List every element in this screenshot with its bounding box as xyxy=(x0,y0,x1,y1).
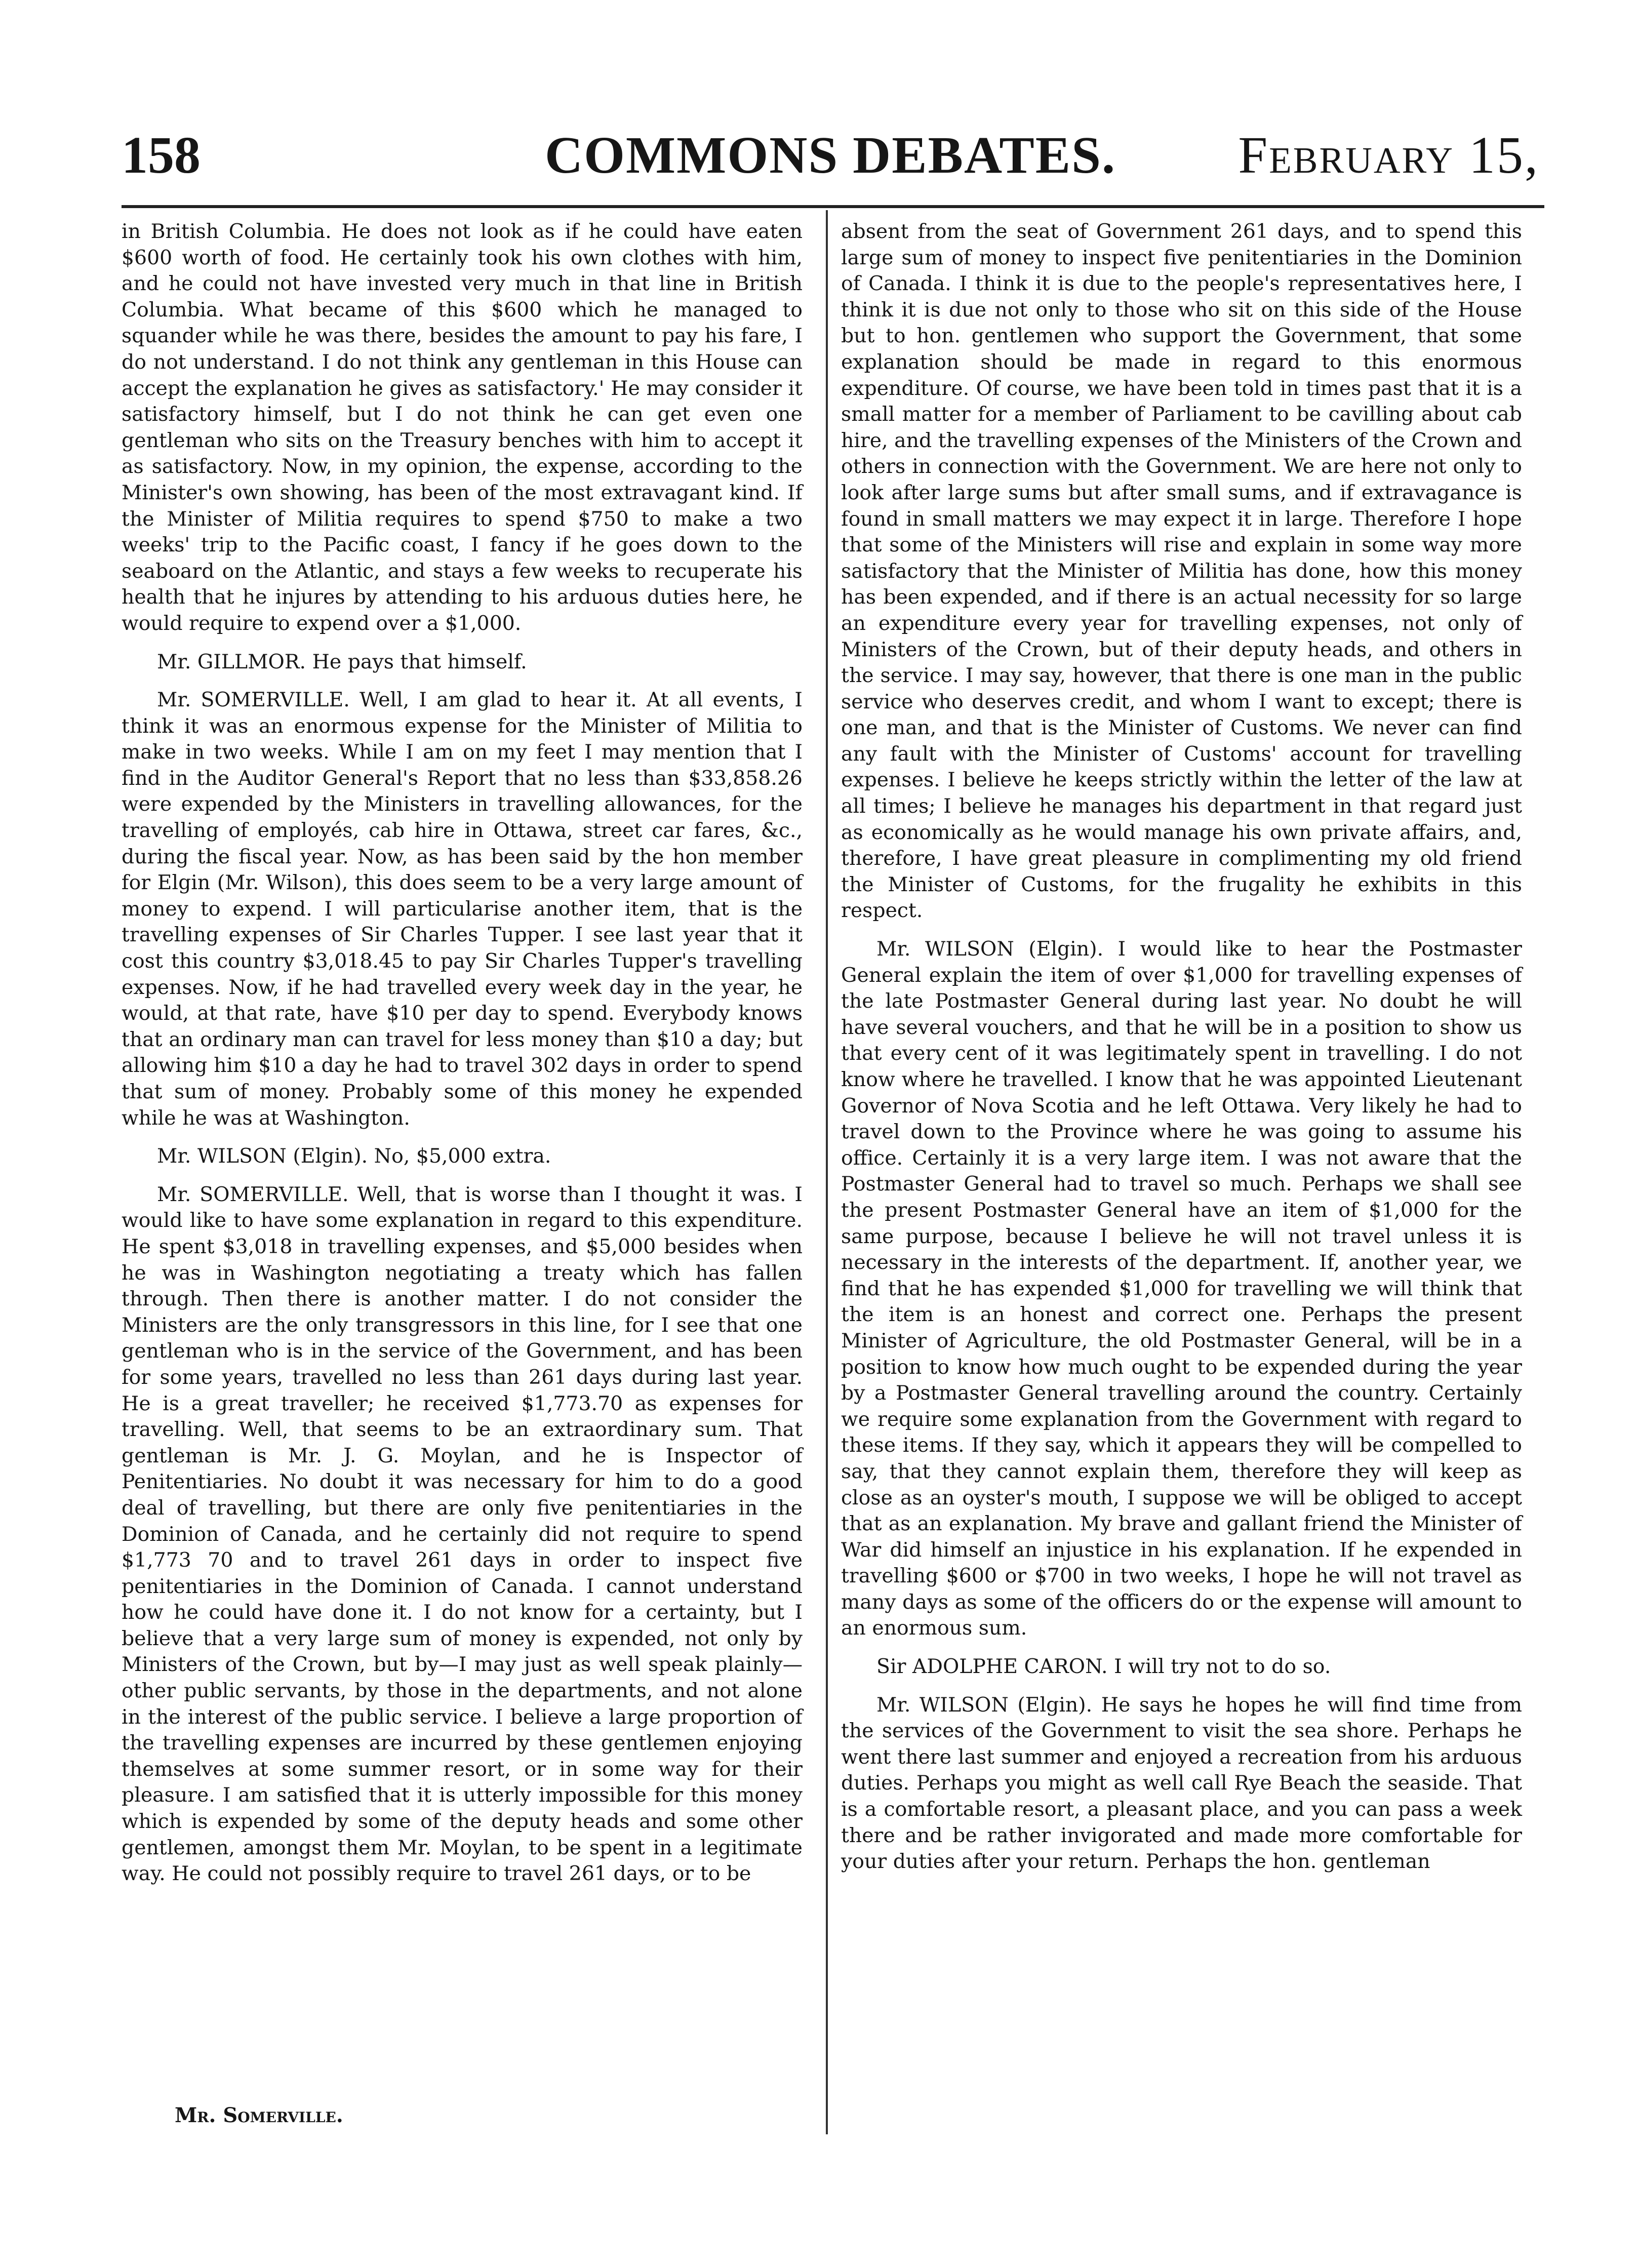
header-rule xyxy=(122,205,1544,208)
page-header xyxy=(122,123,1539,188)
speech-paragraph xyxy=(122,687,803,1131)
speech-paragraph xyxy=(122,649,803,675)
speech-paragraph xyxy=(841,936,1522,1642)
speech-text: He says he hopes he will find time from the services of the Government to visit the sea shore. Perhaps he went there last summer and enjoyed a recreation from his arduous duties. Perhaps you might as well call Rye Beach the seaside. That is a comfortable resort, a pleasant place, and you can pass a week there and be rather invigorated and made more comfortable for your duties after your return. Perhaps the hon. gentleman xyxy=(841,1693,1523,1874)
column-divider xyxy=(826,210,828,2134)
page-number: 158 xyxy=(122,126,201,184)
speech-paragraph xyxy=(122,1182,803,1887)
speaker-name: Mr. SOMERVILLE. xyxy=(157,688,350,712)
speech-text: I would like to hear the Postmaster General explain the item of over $1,000 for travelling expenses of the late Postmaster General during last year. No doubt he will have several vouchers, and that he will be in a position to show us that every cent of it was legitimately spent in travelling. I do not know where he travelled. I know that he was appointed Lieutenant Governor of Nova Scotia and he left Ottawa. Very likely he had to travel down to the Province where he was going to assume his office. Certainly it is a very large item. I was not aware that the Postmaster General had to travel so much. Perhaps we shall see the present Postmaster General have an item of $1,000 for the same purpose, because I believe he will not travel unless it is necessary in the interests of the department. If, another year, we find that he has expended $1,000 for travelling we will think that the item is an honest and correct one. Perhaps the present Minister of Agriculture, the old Postmaster General, will be in a position to know how much ought to be expended during the year by a Postmaster General travelling around the country. Certainly we require some explanation from the Government with regard to these items. If they say, which it appears they will be compelled to say, that they cannot explain them, therefore they will keep as close as an oyster's mouth, I suppose we will be obliged to accept that as an explanation. My brave and gallant friend the Minister of War did himself an injustice in his explanation. If he expended in travelling $600 or $700 in two weeks, I hope he will not travel as many days as some of the officers do or the expense will amount to an enormous sum. xyxy=(841,937,1522,1640)
speaker-name: Mr. WILSON (Elgin). xyxy=(157,1144,368,1168)
speech-text: He pays that himself. xyxy=(312,650,527,673)
paragraph: absent from the seat of Government 261 days, and to spend this large sum of money to inspect five penitentiaries in the Dominion of Canada. I think it is due to the people's representatives here, I think it is due not only to those who sit on this side of the House but to hon. gentlemen who support the Government, that some explanation should be made in regard to this enormous expenditure. Of course, we have been told in times past that it is a small matter for a member of Parliament to be cavilling about cab hire, and the travelling expenses of the Ministers of the Crown and others in connection with the Government. We are here not only to look after large sums but after small sums, and if extravagance is found in small matters we may expect it in large. Therefore I hope that some of the Ministers will rise and explain in some way more satisfactory that the Minister of Militia has done, how this money has been expended, and if there is an actual necessity for so large an expenditure every year for travelling expenses, not only of Ministers of the Crown, but of their deputy heads, and others in the service. I may say, however, that there is one man in the public service who deserves credit, and whom I want to except; there is one man, and that is the Minister of Customs. We never can find any fault with the Minister of Customs' account for travelling expenses. I believe he keeps strictly within the letter of the law at all times; I believe he manages his department in that regard just as economically as he would manage his own private affairs, and, therefore, I have great pleasure in complimenting my old friend the Minister of Customs, for the frugality he exhibits in this respect. xyxy=(841,220,1522,923)
speech-paragraph xyxy=(122,1143,803,1170)
paragraph: in British Columbia. He does not look as if he could have eaten $600 worth of food. He certainly took his own clothes with him, and he could not have invested very much in that line in British Columbia. What became of this $600 which he managed to squander while he was there, besides the amount to pay his fare, I do not understand. I do not think any gentleman in this House can accept the explanation he gives as satisfactory.' He may consider it satisfactory himself, but I do not think he can get even one gentleman who sits on the Treasury benches with him to accept it as satisfactory. Now, in my opinion, the expense, according to the Minister's own showing, has been of the most extravagant kind. If the Minister of Militia requires to spend $750 to make a two weeks' trip to the Pacific coast, I fancy if he goes down to the seaboard on the Atlantic, and stays a few weeks to recuperate his health that he injures by attending to his arduous duties here, he would require to expend over a $1,000. xyxy=(122,220,803,635)
speech-text: Well, I am glad to hear it. At all events, I think it was an enormous expense for the Minister of Militia to make in two weeks. While I am on my feet I may mention that I find in the Auditor General's Report that no less than $33,858.26 were expended by the Ministers in travelling allowances, for the travelling of employés, cab hire in Ottawa, street car fares, &c., during the fiscal year. Now, as has been said by the hon member for Elgin (Mr. Wilson), this does seem to be a very large amount of money to expend. I will particularise another item, that is the travelling expenses of Sir Charles Tupper. I see last year that it cost this country $3,018.45 to pay Sir Charles Tupper's travelling expenses. Now, if he had travelled every week day in the year, he would, at that rate, have $10 per day to spend. Everybody knows that an ordinary man can travel for less money than $10 a day; but allowing him $10 a day he had to travel 302 days in order to spend that sum of money. Probably some of this money he expended while he was at Washington. xyxy=(122,688,803,1130)
right-column xyxy=(841,219,1522,1875)
speech-paragraph xyxy=(841,1654,1522,1680)
speaker-name: Sir ADOLPHE CARON. xyxy=(876,1655,1108,1679)
speech-text: I will try not to do so. xyxy=(1114,1655,1331,1679)
catchword: Mr. Somerville. xyxy=(175,2103,343,2127)
speech-paragraph xyxy=(841,1692,1522,1875)
speaker-name: Mr. WILSON (Elgin). xyxy=(876,937,1104,961)
speaker-name: Mr. SOMERVILLE. xyxy=(157,1182,349,1206)
left-column xyxy=(122,219,803,1887)
speech-text: Well, that is worse than I thought it was. I would like to have some explanation in regard to this expenditure. He spent $3,018 in travelling expenses, and $5,000 besides when he was in Washington negotiating a treaty which has fallen through. Then there is another matter. I do not consider the Ministers are the only transgressors in this line, for I see that one gentleman who is in the service of the Government, and has been for some years, travelled no less than 261 days during last year. He is a great traveller; he received $1,773.70 as expenses for travelling. Well, that seems to be an extraordinary sum. That gentleman is Mr. J. G. Moylan, and he is Inspector of Penitentiaries. No doubt it was necessary for him to do a good deal of travelling, but there are only five penitentiaries in the Dominion of Canada, and he certainly did not require to spend $1,773 70 and to travel 261 days in order to inspect five penitentiaries in the Dominion of Canada. I cannot understand how he could have done it. I do not know for a certainty, but I believe that a very large sum of money is expended, not only by Ministers of the Crown, but by—I may just as well speak plainly—other public servants, by those in the departments, and not alone in the interest of the public service. I believe a large proportion of the travelling expenses are incurred by these gentlemen enjoying themselves at some summer resort, or in some way for their pleasure. I am satisfied that it is utterly impossible for this money which is expended by some of the deputy heads and some other gentlemen, amongst them Mr. Moylan, to be spent in a legitimate way. He could not possibly require to travel 261 days, or to be xyxy=(122,1182,803,1886)
speech-text: No, $5,000 extra. xyxy=(374,1144,551,1168)
speaker-name: Mr. WILSON (Elgin). xyxy=(876,1693,1093,1717)
speaker-name: Mr. GILLMOR. xyxy=(157,650,306,673)
page-date: February 15, xyxy=(1238,126,1539,184)
page-title: COMMONS DEBATES. xyxy=(545,126,1116,184)
